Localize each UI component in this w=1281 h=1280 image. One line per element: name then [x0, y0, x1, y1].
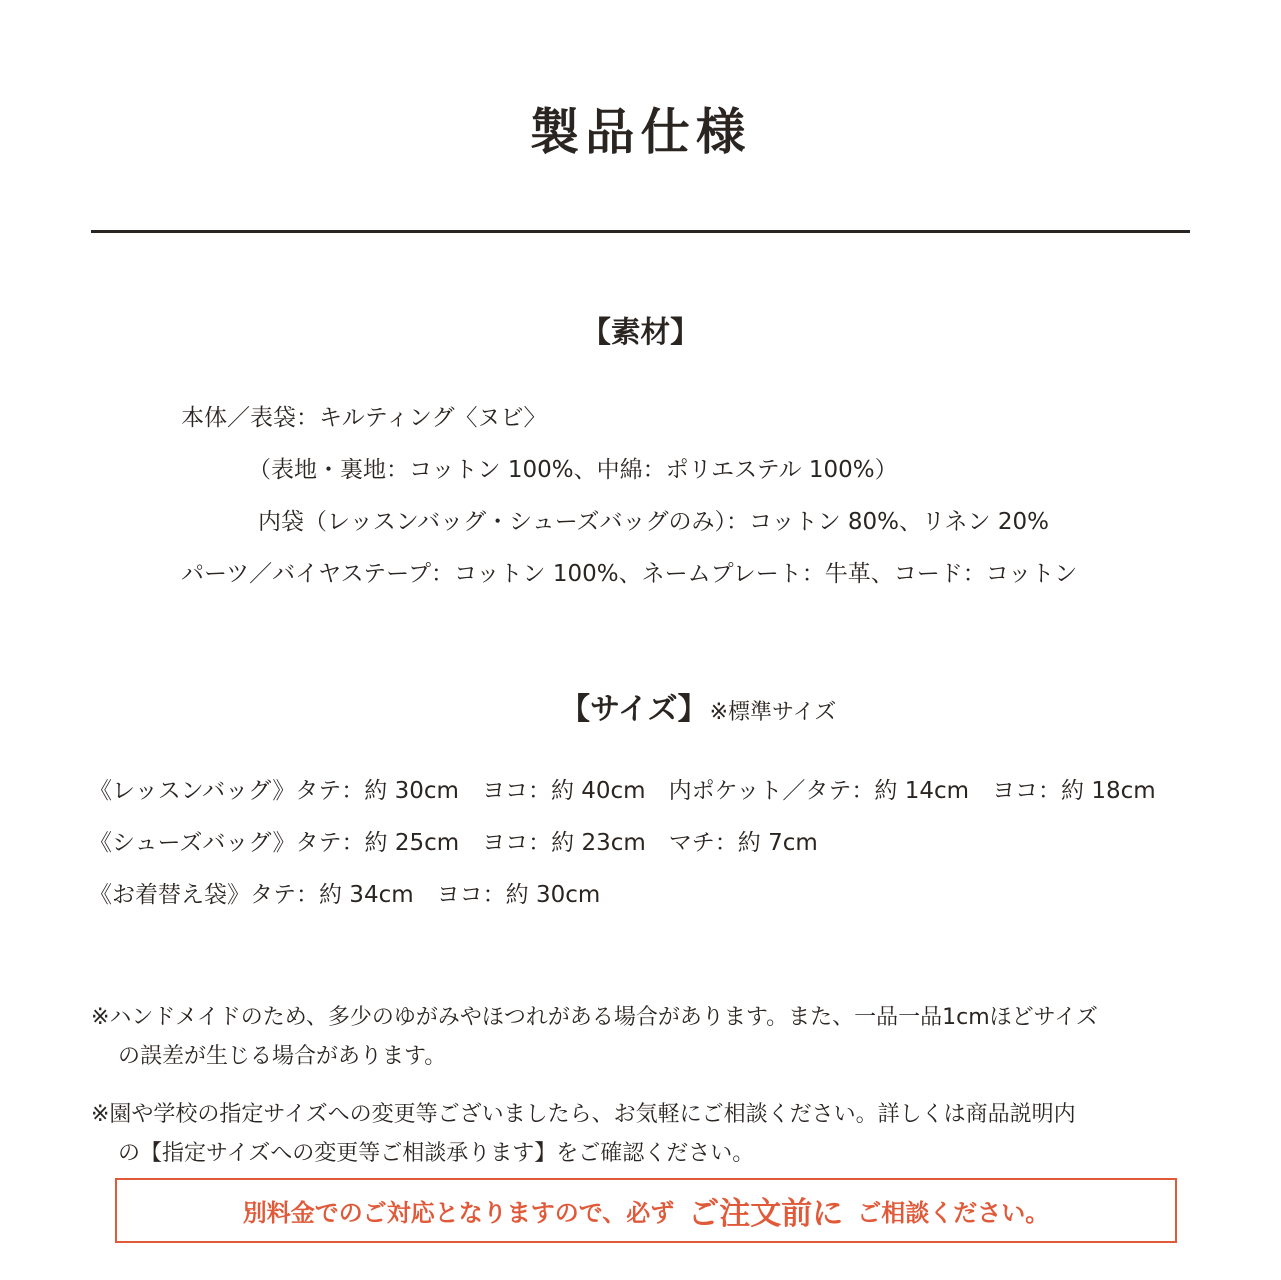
note-handmade-line-2: の誤差が生じる場合があります。 [118, 1044, 447, 1069]
size-heading-label: 【サイズ】 [560, 692, 708, 727]
material-line-inner-bag: 内袋（レッスンバッグ・シューズバッグのみ）：コットン 80%、リネン 20% [258, 509, 1049, 535]
note-handmade-line-1: ※ハンドメイドのため、多少のゆがみやほつれがある場合があります。また、一品一品1cmほどサイズ [91, 1005, 1098, 1030]
order-notice-box [115, 1178, 1177, 1243]
material-line-body: 本体／表袋：キルティング〈ヌビ〉 [181, 405, 547, 431]
page-title: 製品仕様 [529, 103, 752, 161]
notice-emphasis: ご注文前に [688, 1196, 844, 1232]
notice-text-part2: ご相談ください。 [857, 1199, 1050, 1227]
material-heading: 【素材】 [581, 315, 700, 349]
size-line-shoes-bag: 《シューズバッグ》タテ：約 25cm ヨコ：約 23cm マチ：約 7cm [89, 830, 818, 856]
size-line-lesson-bag: 《レッスンバッグ》タテ：約 30cm ヨコ：約 40cm 内ポケット／タテ：約 14cm ヨコ：約 18cm [89, 778, 1156, 804]
size-heading-note: ※標準サイズ [709, 700, 837, 725]
note-custom-size-line-2: の【指定サイズへの変更等ご相談承ります】をご確認ください。 [118, 1141, 755, 1166]
material-line-parts: パーツ／バイヤステープ：コットン 100%、ネームプレート：牛革、コード：コットン [181, 561, 1078, 587]
size-line-changing-bag: 《お着替え袋》タテ：約 34cm ヨコ：約 30cm [89, 882, 601, 908]
material-line-fabric: （表地・裏地：コットン 100%、中綿：ポリエステル 100%） [248, 457, 898, 483]
size-heading [560, 690, 836, 733]
notice-text-part1: 別料金でのご対応となりますので、必ず [242, 1199, 675, 1227]
title-divider [91, 230, 1190, 233]
note-custom-size-line-1: ※園や学校の指定サイズへの変更等ございましたら、お気軽にご相談ください。詳しくは商品説明内 [91, 1102, 1076, 1127]
